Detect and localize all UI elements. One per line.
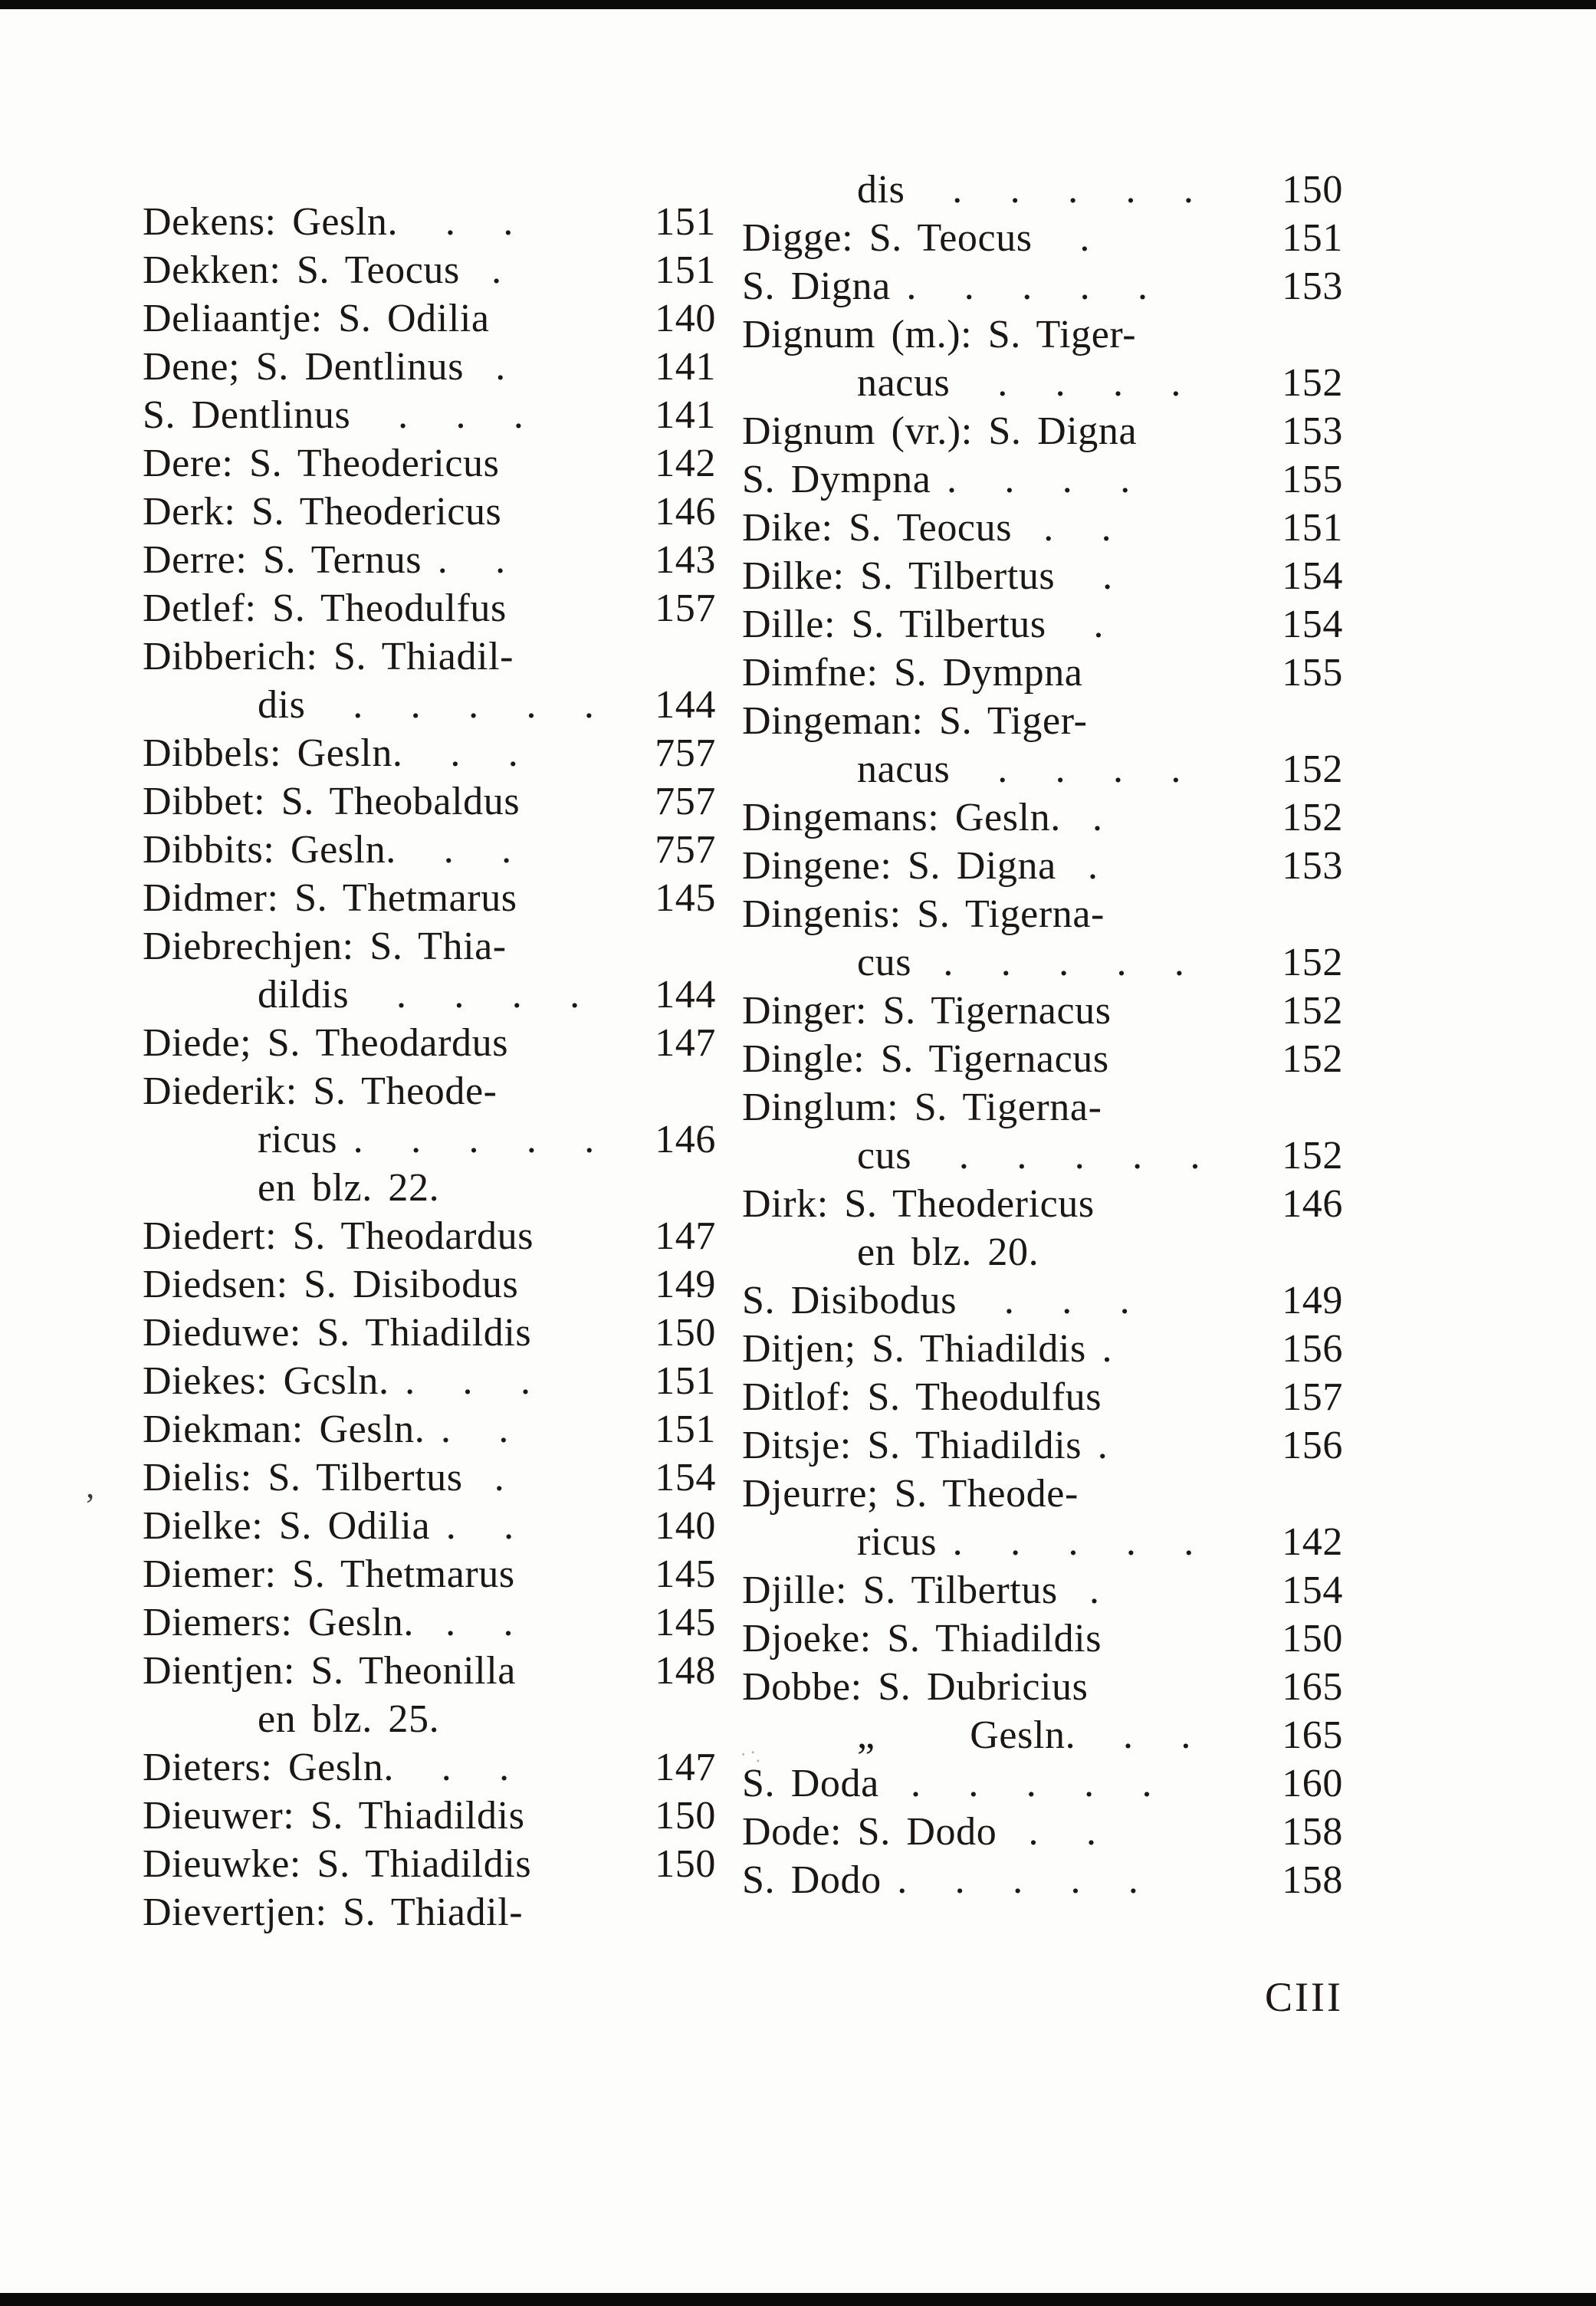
entry-page: 146 xyxy=(1282,1182,1343,1226)
index-entry xyxy=(143,1792,716,1840)
entry-label: Didmer: S. Thetmarus xyxy=(143,876,517,920)
index-entry xyxy=(143,439,716,488)
entry-label: nacus . . . . xyxy=(857,361,1181,405)
entry-page: 152 xyxy=(1282,1134,1343,1178)
index-entry xyxy=(143,584,716,632)
entry-label: Dievertjen: S. Thiadil- xyxy=(143,1890,524,1934)
entry-label: Derre: S. Ternus . . xyxy=(143,538,506,582)
index-entry xyxy=(143,1212,716,1260)
index-entry xyxy=(143,391,716,439)
entry-page: 142 xyxy=(1282,1520,1343,1564)
entry-label: Diederik: S. Theode- xyxy=(143,1069,498,1113)
index-column-right xyxy=(742,166,1343,1936)
index-entry xyxy=(143,536,716,584)
entry-page: 150 xyxy=(655,1794,716,1838)
index-entry xyxy=(742,214,1343,262)
index-entry xyxy=(143,1067,716,1115)
index-entry xyxy=(143,1550,716,1598)
index-entry xyxy=(143,1695,716,1743)
entry-label: Dibbels: Gesln. . . xyxy=(143,731,519,775)
scan-smudge: .·. xyxy=(738,1738,770,1769)
entry-page: 149 xyxy=(655,1263,716,1306)
entry-label: Diemer: S. Thetmarus xyxy=(143,1552,515,1596)
entry-label: Deliaantje: S. Odilia xyxy=(143,297,490,340)
index-entry xyxy=(143,1309,716,1357)
index-column-left xyxy=(143,198,716,1936)
entry-label: Dingenis: S. Tigerna- xyxy=(742,892,1105,936)
index-entry xyxy=(143,343,716,391)
entry-label: Dinger: S. Tigernacus xyxy=(742,989,1112,1033)
entry-label: S. Digna . . . . . xyxy=(742,264,1148,308)
index-entry xyxy=(143,246,716,294)
index-entry xyxy=(742,310,1343,359)
index-entry xyxy=(143,488,716,536)
entry-page: 757 xyxy=(655,828,716,872)
entry-label: Dibbet: S. Theobaldus xyxy=(143,780,521,823)
entry-page: 156 xyxy=(1282,1327,1343,1371)
index-entry xyxy=(742,1518,1343,1566)
index-entry xyxy=(143,1647,716,1695)
entry-page: 145 xyxy=(655,1601,716,1644)
index-entry xyxy=(143,1260,716,1309)
index-entry xyxy=(143,681,716,729)
index-entry xyxy=(143,1840,716,1888)
entry-label: ricus . . . . . xyxy=(258,1118,595,1161)
entry-page: 141 xyxy=(655,393,716,437)
entry-label: Dinglum: S. Tigerna- xyxy=(742,1086,1102,1129)
index-entry xyxy=(742,166,1343,214)
entry-page: 154 xyxy=(1282,554,1343,598)
entry-label: Dille: S. Tilbertus . xyxy=(742,603,1105,646)
entry-page: 152 xyxy=(1282,989,1343,1033)
entry-label: ricus . . . . . xyxy=(857,1520,1194,1564)
index-entry xyxy=(143,1019,716,1067)
entry-label: cus . . . . . xyxy=(857,941,1185,984)
entry-page: 155 xyxy=(1282,651,1343,695)
entry-label: Dekens: Gesln. . . xyxy=(143,200,514,244)
index-entry xyxy=(742,1856,1343,1904)
index-entry xyxy=(143,632,716,681)
entry-label: Dekken: S. Teocus . xyxy=(143,248,502,292)
entry-page: 140 xyxy=(655,297,716,340)
entry-label: en blz. 25. xyxy=(258,1697,440,1741)
entry-page: 149 xyxy=(1282,1279,1343,1322)
index-columns xyxy=(143,168,1343,1936)
index-entry xyxy=(143,1454,716,1502)
entry-label: nacus . . . . xyxy=(857,747,1181,791)
entry-label: S. Dentlinus . . . xyxy=(143,393,524,437)
index-entry xyxy=(742,1276,1343,1325)
index-entry xyxy=(742,1808,1343,1856)
index-entry xyxy=(742,262,1343,310)
entry-page: 165 xyxy=(1282,1665,1343,1709)
entry-page: 157 xyxy=(1282,1375,1343,1419)
entry-page: 153 xyxy=(1282,844,1343,888)
index-entry xyxy=(742,1566,1343,1615)
entry-label: Dingene: S. Digna . xyxy=(742,844,1098,888)
entry-page: 152 xyxy=(1282,941,1343,984)
entry-page: 147 xyxy=(655,1021,716,1065)
index-entry xyxy=(742,1373,1343,1421)
index-entry xyxy=(742,504,1343,552)
entry-label: Dieters: Gesln. . . xyxy=(143,1746,510,1789)
entry-label: dis . . . . . xyxy=(857,168,1194,212)
index-entry xyxy=(143,1164,716,1212)
entry-page: 158 xyxy=(1282,1858,1343,1902)
entry-page: 158 xyxy=(1282,1810,1343,1854)
index-entry xyxy=(742,1035,1343,1083)
index-entry xyxy=(742,600,1343,649)
index-entry xyxy=(742,1180,1343,1228)
index-entry xyxy=(742,455,1343,504)
entry-page: 757 xyxy=(655,731,716,775)
entry-label: S. Disibodus . . . xyxy=(742,1279,1131,1322)
entry-label: en blz. 20. xyxy=(857,1230,1039,1274)
index-entry xyxy=(143,1502,716,1550)
entry-page: 147 xyxy=(655,1214,716,1258)
entry-label: Derk: S. Theodericus xyxy=(143,490,502,534)
entry-label: Diemers: Gesln. . . xyxy=(143,1601,514,1644)
index-entry xyxy=(143,1888,716,1936)
index-entry xyxy=(742,987,1343,1035)
entry-label: Dingeman: S. Tiger- xyxy=(742,699,1088,743)
entry-label: Ditlof: S. Theodulfus xyxy=(742,1375,1102,1419)
index-entry xyxy=(742,1325,1343,1373)
index-entry xyxy=(742,1421,1343,1470)
index-entry xyxy=(143,294,716,343)
index-entry xyxy=(742,745,1343,793)
index-entry xyxy=(143,1743,716,1792)
entry-label: Diekman: Gesln. . . xyxy=(143,1408,509,1451)
entry-page: 147 xyxy=(655,1746,716,1789)
entry-page: 151 xyxy=(655,200,716,244)
entry-page: 156 xyxy=(1282,1424,1343,1467)
entry-page: 153 xyxy=(1282,409,1343,453)
index-entry xyxy=(742,842,1343,890)
entry-label: Dignum (m.): S. Tiger- xyxy=(742,313,1137,356)
entry-page: 145 xyxy=(655,876,716,920)
page-number: CIII xyxy=(1265,1974,1343,2020)
index-entry xyxy=(143,1115,716,1164)
entry-label: Diekes: Gcsln. . . . xyxy=(143,1359,531,1403)
scan-edge-bottom xyxy=(0,2293,1596,2306)
index-entry xyxy=(742,697,1343,745)
entry-page: 150 xyxy=(655,1311,716,1355)
entry-page: 145 xyxy=(655,1552,716,1596)
entry-label: Dielis: S. Tilbertus . xyxy=(143,1456,505,1500)
index-entry xyxy=(143,922,716,971)
entry-page: 142 xyxy=(655,442,716,485)
entry-page: 151 xyxy=(655,1359,716,1403)
index-entry xyxy=(143,971,716,1019)
index-entry xyxy=(742,1711,1343,1759)
entry-label: Ditsje: S. Thiadildis . xyxy=(742,1424,1108,1467)
entry-label: Dielke: S. Odilia . . xyxy=(143,1504,514,1548)
index-entry xyxy=(143,1357,716,1405)
index-entry xyxy=(143,826,716,874)
index-entry xyxy=(742,552,1343,600)
scan-margin-mark: ’ xyxy=(84,1486,96,1524)
entry-label: Dibbits: Gesln. . . xyxy=(143,828,512,872)
entry-label: S. Dodo . . . . . xyxy=(742,1858,1139,1902)
index-entry xyxy=(742,1470,1343,1518)
entry-page: 155 xyxy=(1282,458,1343,501)
entry-page: 146 xyxy=(655,490,716,534)
entry-label: Diebrechjen: S. Thia- xyxy=(143,925,507,968)
entry-label: Djeurre; S. Theode- xyxy=(742,1472,1079,1516)
scan-edge-top xyxy=(0,0,1596,9)
entry-label: Dieduwe: S. Thiadildis xyxy=(143,1311,532,1355)
entry-label: Diedert: S. Theodardus xyxy=(143,1214,534,1258)
entry-page: 154 xyxy=(655,1456,716,1500)
entry-label: Dientjen: S. Theonilla xyxy=(143,1649,516,1693)
index-entry xyxy=(143,874,716,922)
index-entry xyxy=(742,793,1343,842)
entry-page: 143 xyxy=(655,538,716,582)
entry-label: Dingle: S. Tigernacus xyxy=(742,1037,1109,1081)
entry-label: Dobbe: S. Dubricius xyxy=(742,1665,1089,1709)
index-entry xyxy=(742,1132,1343,1180)
entry-page: 152 xyxy=(1282,796,1343,839)
entry-label: cus . . . . . xyxy=(857,1134,1201,1178)
entry-label: „ Gesln. . . xyxy=(857,1713,1191,1757)
entry-label: Ditjen; S. Thiadildis . xyxy=(742,1327,1113,1371)
entry-page: 157 xyxy=(655,586,716,630)
entry-label: Dieuwke: S. Thiadildis xyxy=(143,1842,532,1886)
entry-page: 141 xyxy=(655,345,716,389)
index-entry xyxy=(742,1663,1343,1711)
entry-page: 151 xyxy=(655,248,716,292)
entry-label: Detlef: S. Theodulfus xyxy=(143,586,507,630)
index-entry xyxy=(742,1615,1343,1663)
entry-page: 150 xyxy=(1282,168,1343,212)
index-content xyxy=(143,168,1343,2021)
entry-page: 757 xyxy=(655,780,716,823)
entry-label: Dilke: S. Tilbertus . xyxy=(742,554,1113,598)
entry-page: 154 xyxy=(1282,603,1343,646)
entry-label: Dimfne: S. Dympna xyxy=(742,651,1083,695)
entry-label: S. Dympna . . . . xyxy=(742,458,1131,501)
index-entry xyxy=(742,1083,1343,1132)
entry-label: Dirk: S. Theodericus xyxy=(742,1182,1095,1226)
entry-page: 151 xyxy=(1282,216,1343,260)
entry-label: Diedsen: S. Disibodus xyxy=(143,1263,519,1306)
entry-label: en blz. 22. xyxy=(258,1166,440,1210)
entry-label: Digge: S. Teocus . xyxy=(742,216,1091,260)
index-entry xyxy=(143,777,716,826)
entry-label: Dode: S. Dodo . . xyxy=(742,1810,1097,1854)
entry-page: 151 xyxy=(1282,506,1343,550)
entry-page: 151 xyxy=(655,1408,716,1451)
entry-label: S. Doda . . . . . xyxy=(742,1762,1153,1805)
entry-label: Dieuwer: S. Thiadildis xyxy=(143,1794,525,1838)
entry-page: 146 xyxy=(655,1118,716,1161)
entry-label: Dere: S. Theodericus xyxy=(143,442,500,485)
entry-label: Dingemans: Gesln. . xyxy=(742,796,1103,839)
entry-label: Djille: S. Tilbertus . xyxy=(742,1569,1100,1612)
entry-page: 152 xyxy=(1282,361,1343,405)
entry-label: Dike: S. Teocus . . xyxy=(742,506,1112,550)
entry-label: Dibberich: S. Thiadil- xyxy=(143,635,514,678)
index-entry xyxy=(742,649,1343,697)
entry-page: 152 xyxy=(1282,1037,1343,1081)
entry-label: Diede; S. Theodardus xyxy=(143,1021,509,1065)
index-entry xyxy=(143,1598,716,1647)
index-entry xyxy=(742,1228,1343,1276)
entry-label: dildis . . . . xyxy=(258,973,580,1017)
index-entry xyxy=(143,729,716,777)
entry-page: 160 xyxy=(1282,1762,1343,1805)
index-entry xyxy=(742,407,1343,455)
index-entry xyxy=(143,198,716,246)
entry-label: Dignum (vr.): S. Digna xyxy=(742,409,1138,453)
entry-label: Djoeke: S. Thiadildis xyxy=(742,1617,1102,1661)
index-entry xyxy=(742,1759,1343,1808)
entry-page: 144 xyxy=(655,973,716,1017)
index-entry xyxy=(742,359,1343,407)
entry-label: dis . . . . . xyxy=(258,683,595,727)
index-entry xyxy=(742,890,1343,938)
entry-page: 154 xyxy=(1282,1569,1343,1612)
entry-page: 165 xyxy=(1282,1713,1343,1757)
entry-page: 144 xyxy=(655,683,716,727)
entry-page: 150 xyxy=(1282,1617,1343,1661)
entry-page: 152 xyxy=(1282,747,1343,791)
index-entry xyxy=(143,1405,716,1454)
entry-page: 153 xyxy=(1282,264,1343,308)
entry-page: 150 xyxy=(655,1842,716,1886)
entry-page: 140 xyxy=(655,1504,716,1548)
index-entry xyxy=(742,938,1343,987)
entry-page: 148 xyxy=(655,1649,716,1693)
entry-label: Dene; S. Dentlinus . xyxy=(143,345,506,389)
